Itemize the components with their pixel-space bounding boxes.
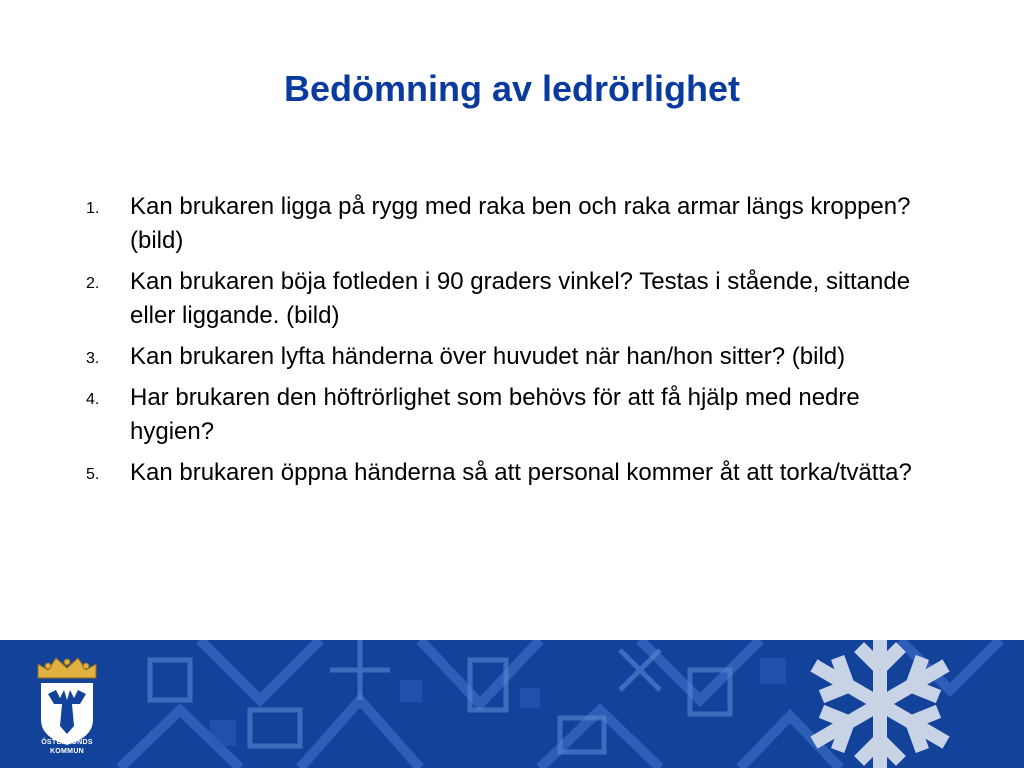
municipality-line1: ÖSTERSUNDS (41, 739, 93, 746)
list-item (86, 381, 946, 449)
list-item-number: 1. (86, 200, 100, 217)
list-item (86, 190, 946, 258)
list-item-text: Kan brukaren öppna händerna så att personal kommer åt att torka/tvätta? (130, 459, 912, 486)
list-item-text: Kan brukaren böja fotleden i 90 graders vinkel? Testas i stående, sittande eller liggande. (bild) (130, 268, 911, 329)
snowflake-pattern (0, 640, 1024, 768)
footer-pattern-band (0, 640, 1024, 768)
list-item (86, 265, 946, 333)
slide-title: Bedömning av ledrörlighet (283, 68, 741, 109)
list-item-number: 5. (86, 466, 100, 483)
snowflake-icon (820, 640, 940, 768)
list-item-number: 3. (86, 350, 100, 367)
list-item-text: Kan brukaren ligga på rygg med raka ben och raka armar längs kroppen? (bild) (130, 193, 911, 254)
list-item-text: Kan brukaren lyfta händerna över huvudet när han/hon sitter? (bild) (130, 343, 846, 370)
municipality-name (26, 738, 108, 756)
list-item (86, 340, 946, 374)
list-item-text: Har brukaren den höftrörlighet som behövs för att få hjälp med nedre hygien? (130, 384, 860, 445)
question-list (86, 190, 946, 497)
list-item-number: 4. (86, 391, 100, 408)
list-item (86, 456, 946, 490)
municipality-line2: KOMMUN (49, 748, 85, 755)
list-item-number: 2. (86, 275, 100, 292)
